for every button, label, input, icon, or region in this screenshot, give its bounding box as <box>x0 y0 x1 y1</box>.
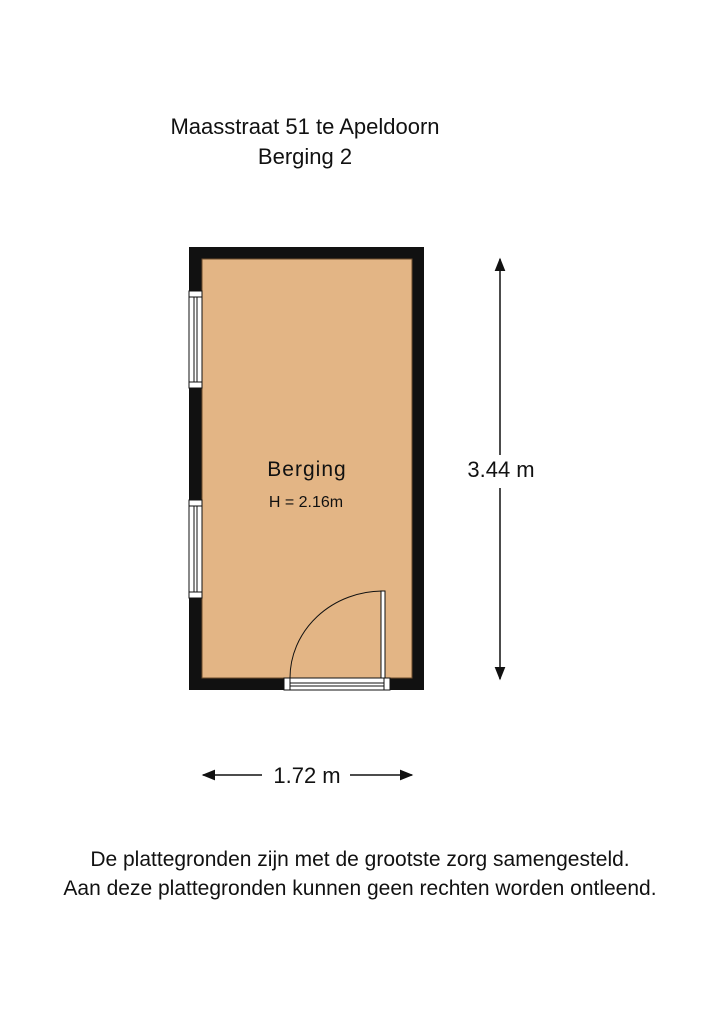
room-label: Berging <box>267 458 347 481</box>
disclaimer <box>0 845 720 903</box>
window-left-lower <box>189 500 202 598</box>
door-threshold <box>284 678 390 690</box>
horizontal-dimension <box>203 763 412 788</box>
disclaimer-line-1: De plattegronden zijn met de grootste zorg samengesteld. <box>90 848 630 871</box>
window-left-upper <box>189 291 202 388</box>
disclaimer-line-2: Aan deze plattegronden kunnen geen rechten worden ontleend. <box>63 877 657 900</box>
floor-title: Berging 2 <box>257 144 353 169</box>
width-dimension-label: 1.72 m <box>273 763 341 788</box>
height-dimension-label: 3.44 m <box>467 457 535 482</box>
vertical-dimension <box>460 259 545 679</box>
room-height-label: H = 2.16m <box>268 494 344 511</box>
address-title: Maasstraat 51 te Apeldoorn <box>170 114 440 139</box>
